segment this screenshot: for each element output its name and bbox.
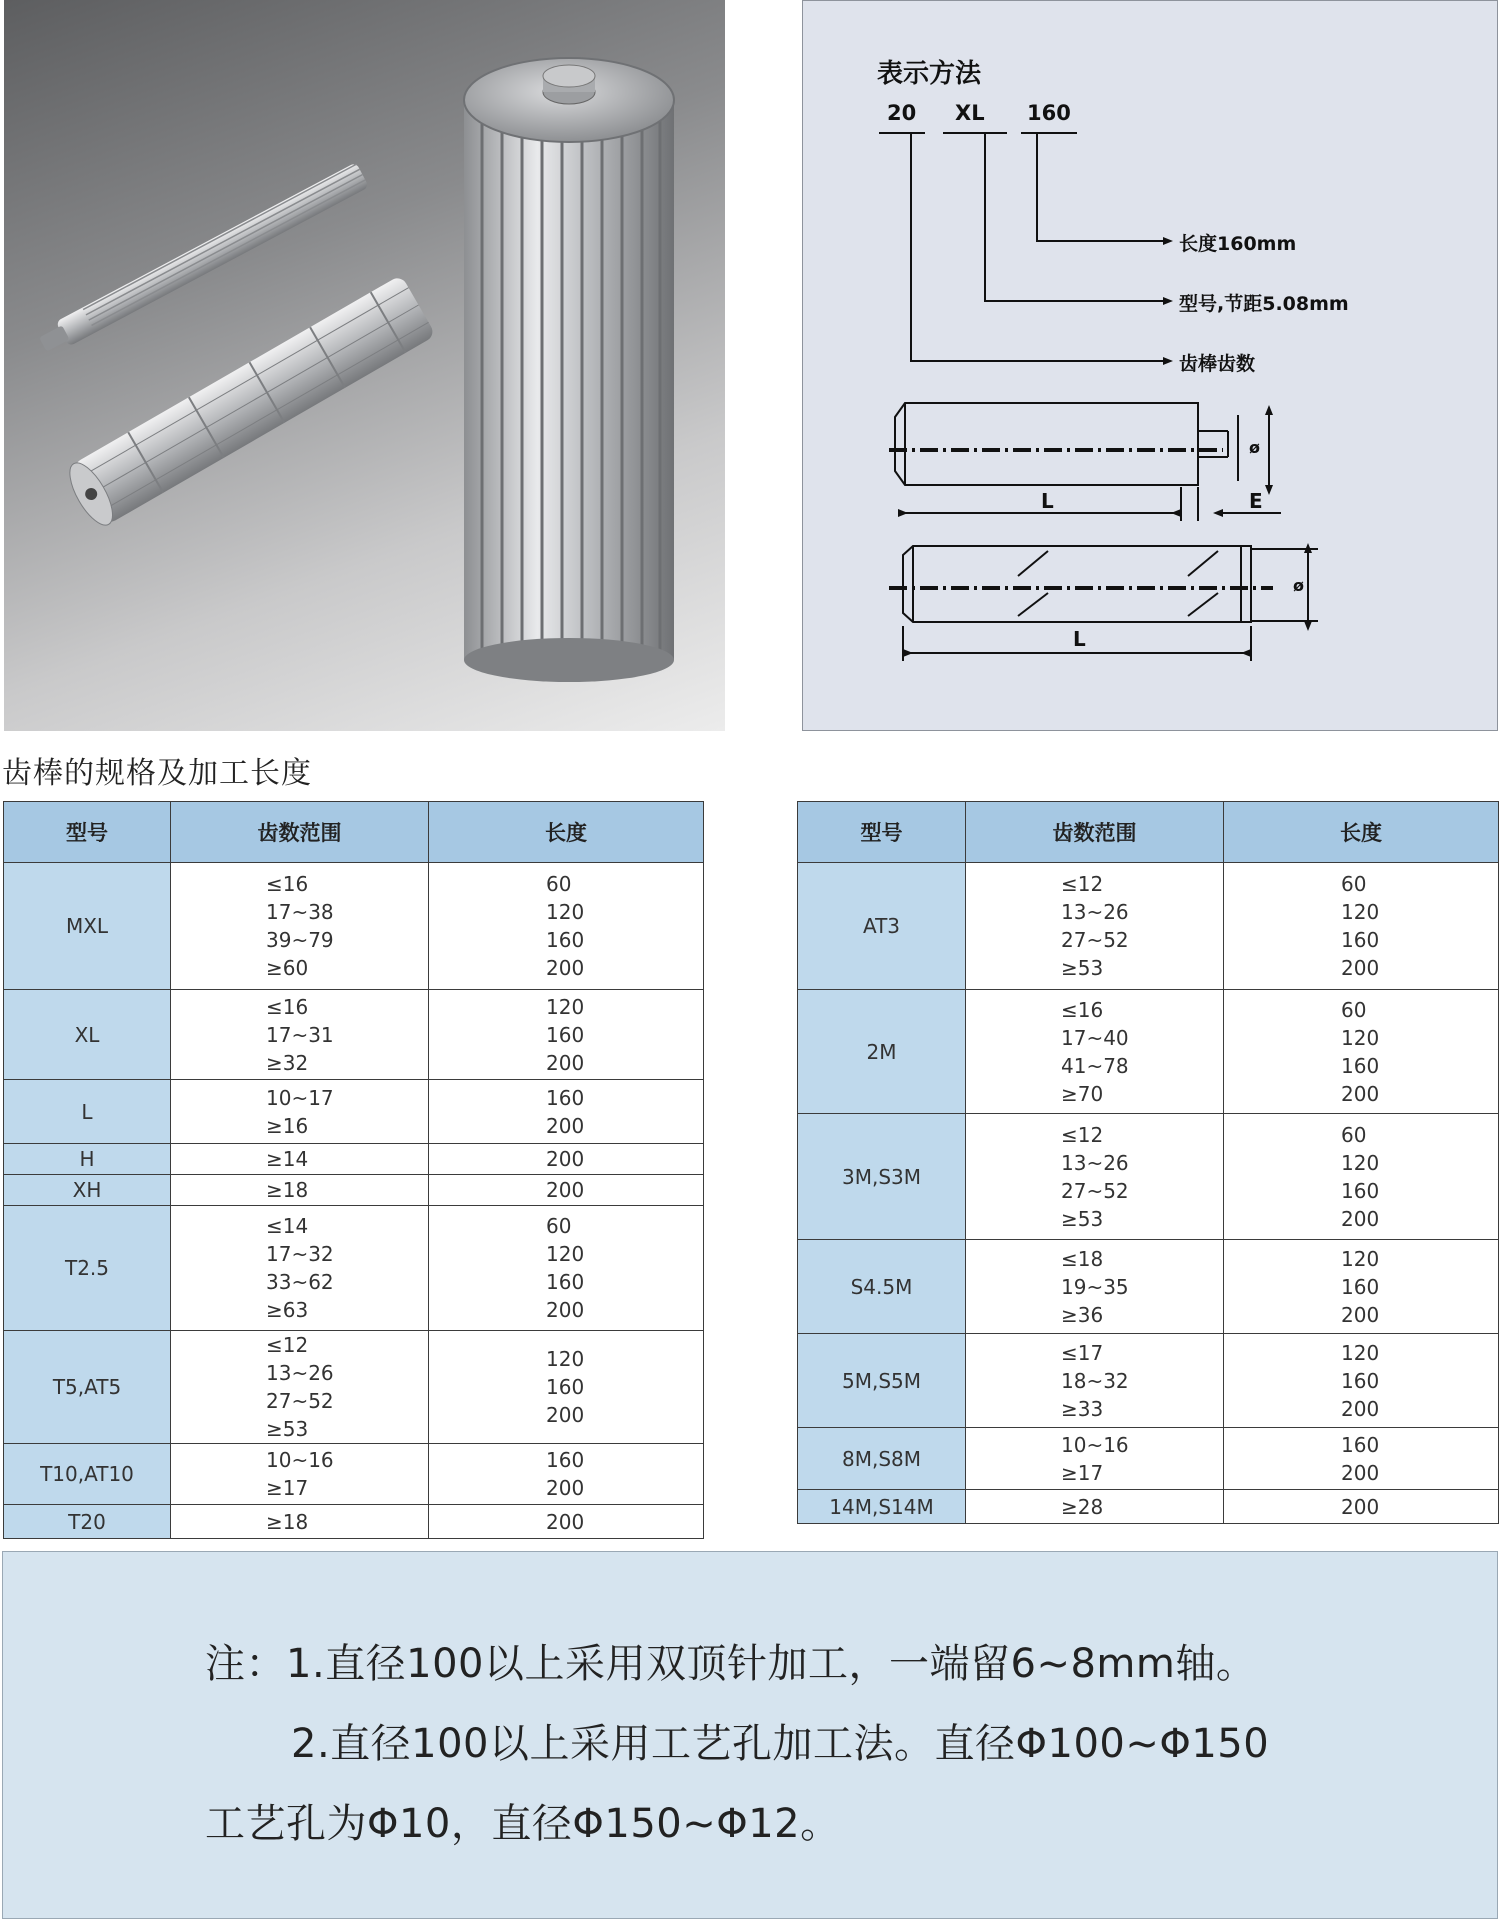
length-cell <box>1224 1490 1499 1524</box>
dim-label-L2: L <box>1073 627 1086 651</box>
teeth-range-cell <box>171 863 429 990</box>
teeth-range-value: 17~31 <box>266 1022 334 1047</box>
teeth-range-value: 13~26 <box>1061 900 1129 924</box>
teeth-range-value: ≥33 <box>1061 1396 1104 1421</box>
note-line-2: 2.直径100以上采用工艺孔加工法。直径Φ100~Φ150 <box>291 1721 1270 1767</box>
teeth-range-value: ≤12 <box>266 1333 309 1357</box>
table-row <box>4 1080 704 1144</box>
table-row <box>798 1334 1499 1428</box>
model-cell: MXL <box>4 863 171 990</box>
length-cell <box>1224 1334 1499 1428</box>
length-value: 200 <box>546 1113 585 1138</box>
model-cell: S4.5M <box>798 1240 966 1334</box>
table-row <box>4 1144 704 1175</box>
header-teeth-range: 齿数范围 <box>966 802 1224 863</box>
length-cell <box>1224 1428 1499 1490</box>
table-row <box>798 863 1499 990</box>
teeth-range-value: ≥63 <box>266 1298 309 1322</box>
teeth-range-value: 27~52 <box>1061 1178 1129 1203</box>
teeth-range-value: ≥36 <box>1061 1302 1104 1327</box>
section-title: 齿棒的规格及加工长度 <box>2 756 312 791</box>
header-model: 型号 <box>798 802 966 863</box>
table-row <box>4 1331 704 1444</box>
length-cell <box>1224 863 1499 990</box>
teeth-range-value: ≤16 <box>1061 997 1104 1022</box>
length-value: 200 <box>546 1476 585 1500</box>
teeth-range-cell <box>966 1114 1224 1240</box>
table-row <box>798 990 1499 1114</box>
teeth-range-cell <box>966 1490 1224 1524</box>
length-cell <box>429 1175 704 1206</box>
model-cell: 8M,S8M <box>798 1428 966 1490</box>
header-length: 长度 <box>1224 802 1499 863</box>
teeth-range-cell <box>171 990 429 1080</box>
length-value: 160 <box>1341 1274 1380 1299</box>
length-value: 60 <box>1341 997 1367 1022</box>
teeth-range-value: ≤14 <box>266 1214 309 1238</box>
teeth-range-value: ≥32 <box>266 1050 309 1075</box>
model-cell: T20 <box>4 1505 171 1539</box>
length-value: 200 <box>1341 956 1380 980</box>
model-cell: XL <box>4 990 171 1080</box>
teeth-range-value: ≤17 <box>1061 1340 1104 1365</box>
model-cell: 5M,S5M <box>798 1334 966 1428</box>
length-value: 160 <box>546 1448 585 1472</box>
dim-label-diameter-2: ø <box>1293 576 1304 595</box>
length-value: 160 <box>1341 1053 1380 1078</box>
length-value: 200 <box>546 956 585 980</box>
length-value: 120 <box>546 900 585 924</box>
gear-rods-illustration <box>4 0 725 731</box>
explanation-length: 长度160mm <box>1179 233 1297 255</box>
table-header-row <box>4 802 704 863</box>
length-value: 160 <box>1341 1432 1380 1457</box>
length-value: 60 <box>1341 872 1367 896</box>
length-cell <box>429 1206 704 1331</box>
length-value: 200 <box>1341 1494 1380 1519</box>
length-cell <box>429 1080 704 1144</box>
teeth-range-value: 13~26 <box>1061 1150 1129 1175</box>
header-length: 长度 <box>429 802 704 863</box>
table-header-row <box>798 802 1499 863</box>
length-value: 160 <box>546 1085 585 1110</box>
teeth-range-cell <box>966 1240 1224 1334</box>
model-cell: XH <box>4 1175 171 1206</box>
length-value: 160 <box>546 928 585 952</box>
header-model: 型号 <box>4 802 171 863</box>
length-value: 60 <box>546 1214 572 1238</box>
teeth-range-value: ≥18 <box>266 1178 309 1202</box>
length-value: 120 <box>546 994 585 1019</box>
model-cell: T5,AT5 <box>4 1331 171 1444</box>
length-value: 200 <box>546 1050 585 1075</box>
teeth-range-value: ≥17 <box>266 1476 309 1500</box>
teeth-range-value: 27~52 <box>1061 928 1129 952</box>
table-row <box>4 1505 704 1539</box>
length-value: 200 <box>546 1178 585 1202</box>
length-value: 120 <box>546 1242 585 1266</box>
length-cell <box>429 1444 704 1505</box>
table-row <box>798 1114 1499 1240</box>
dim-label-diameter-1: ø <box>1249 438 1260 457</box>
teeth-range-value: ≥60 <box>266 956 309 980</box>
length-value: 120 <box>1341 900 1380 924</box>
teeth-range-value: 10~16 <box>266 1448 334 1472</box>
model-cell: 14M,S14M <box>798 1490 966 1524</box>
model-cell: T10,AT10 <box>4 1444 171 1505</box>
teeth-range-value: 39~79 <box>266 928 334 952</box>
teeth-range-value: ≥53 <box>1061 1206 1104 1231</box>
length-value: 200 <box>1341 1460 1380 1485</box>
model-cell: 2M <box>798 990 966 1114</box>
explanation-model: 型号,节距5.08mm <box>1179 293 1349 315</box>
teeth-range-cell <box>171 1206 429 1331</box>
length-value: 120 <box>546 1347 585 1371</box>
length-value: 200 <box>1341 1206 1380 1231</box>
teeth-range-cell <box>966 1334 1224 1428</box>
teeth-range-cell <box>171 1080 429 1144</box>
teeth-range-cell <box>966 1428 1224 1490</box>
length-value: 200 <box>1341 1302 1380 1327</box>
length-value: 200 <box>1341 1081 1380 1106</box>
length-value: 120 <box>1341 1246 1380 1271</box>
teeth-range-value: 10~17 <box>266 1085 334 1110</box>
code-part-length: 160 <box>1027 101 1071 125</box>
model-cell: L <box>4 1080 171 1144</box>
model-cell: AT3 <box>798 863 966 990</box>
length-cell <box>429 1331 704 1444</box>
length-cell <box>1224 1114 1499 1240</box>
teeth-range-value: ≥28 <box>1061 1494 1104 1519</box>
length-value: 200 <box>546 1403 585 1427</box>
explanation-teeth: 齿棒齿数 <box>1179 353 1256 375</box>
length-value: 160 <box>1341 1368 1380 1393</box>
teeth-range-cell <box>966 863 1224 990</box>
length-cell <box>429 1144 704 1175</box>
code-part-teeth: 20 <box>887 101 917 125</box>
teeth-range-value: ≥14 <box>266 1147 309 1171</box>
length-value: 120 <box>1341 1025 1380 1050</box>
teeth-range-value: 19~35 <box>1061 1274 1129 1299</box>
length-value: 200 <box>546 1298 585 1322</box>
dim-label-L1: L <box>1041 489 1054 513</box>
teeth-range-value: ≥53 <box>1061 956 1104 980</box>
table-row <box>4 1444 704 1505</box>
teeth-range-value: ≤16 <box>266 994 309 1019</box>
teeth-range-value: ≥70 <box>1061 1081 1104 1106</box>
teeth-range-value: ≤12 <box>1061 872 1104 896</box>
length-value: 160 <box>1341 928 1380 952</box>
teeth-range-cell <box>171 1175 429 1206</box>
model-cell: 3M,S3M <box>798 1114 966 1240</box>
teeth-range-value: 27~52 <box>266 1389 334 1413</box>
length-cell <box>1224 990 1499 1114</box>
table-row <box>798 1490 1499 1524</box>
code-part-model: XL <box>955 101 985 125</box>
teeth-range-cell <box>966 990 1224 1114</box>
teeth-range-value: 17~40 <box>1061 1025 1129 1050</box>
table-row <box>4 1206 704 1331</box>
teeth-range-value: ≤18 <box>1061 1246 1104 1271</box>
product-photo <box>4 0 725 731</box>
teeth-range-cell <box>171 1331 429 1444</box>
diagram-title: 表示方法 <box>877 59 982 89</box>
table-row <box>4 1175 704 1206</box>
teeth-range-value: 13~26 <box>266 1361 334 1385</box>
length-value: 60 <box>1341 1122 1367 1147</box>
length-value: 160 <box>546 1270 585 1294</box>
notation-diagram-panel <box>802 0 1498 731</box>
length-value: 200 <box>1341 1396 1380 1421</box>
length-value: 160 <box>1341 1178 1380 1203</box>
dim-label-E: E <box>1249 489 1263 513</box>
teeth-range-value: 10~16 <box>1061 1432 1129 1457</box>
header-teeth-range: 齿数范围 <box>171 802 429 863</box>
length-cell <box>429 990 704 1080</box>
teeth-range-value: 41~78 <box>1061 1053 1129 1078</box>
length-cell <box>429 1505 704 1539</box>
length-cell <box>1224 1240 1499 1334</box>
spec-table-left <box>3 801 704 1539</box>
length-value: 200 <box>546 1509 585 1534</box>
model-cell: H <box>4 1144 171 1175</box>
teeth-range-value: ≥16 <box>266 1113 309 1138</box>
length-value: 160 <box>546 1022 585 1047</box>
teeth-range-cell <box>171 1444 429 1505</box>
large-gear-cylinder <box>464 58 674 682</box>
teeth-range-value: ≥53 <box>266 1417 309 1441</box>
length-value: 160 <box>546 1375 585 1399</box>
length-value: 60 <box>546 872 572 896</box>
notes-box <box>2 1551 1498 1919</box>
teeth-range-cell <box>171 1505 429 1539</box>
length-value: 120 <box>1341 1150 1380 1175</box>
table-row <box>798 1428 1499 1490</box>
teeth-range-value: ≥17 <box>1061 1460 1104 1485</box>
note-line-3: 工艺孔为Φ10，直径Φ150~Φ12。 <box>205 1801 841 1847</box>
note-line-1: 注：1.直径100以上采用双顶针加工，一端留6~8mm轴。 <box>205 1641 1257 1687</box>
spec-table-right <box>797 801 1499 1524</box>
teeth-range-value: ≤12 <box>1061 1122 1104 1147</box>
teeth-range-value: 33~62 <box>266 1270 334 1294</box>
teeth-range-value: 17~38 <box>266 900 334 924</box>
table-row <box>798 1240 1499 1334</box>
table-row <box>4 863 704 990</box>
teeth-range-value: ≤16 <box>266 872 309 896</box>
table-row <box>4 990 704 1080</box>
teeth-range-value: 17~32 <box>266 1242 334 1266</box>
teeth-range-value: ≥18 <box>266 1509 309 1534</box>
teeth-range-value: 18~32 <box>1061 1368 1129 1393</box>
teeth-range-cell <box>171 1144 429 1175</box>
model-cell: T2.5 <box>4 1206 171 1331</box>
length-value: 120 <box>1341 1340 1380 1365</box>
length-cell <box>429 863 704 990</box>
length-value: 200 <box>546 1147 585 1171</box>
